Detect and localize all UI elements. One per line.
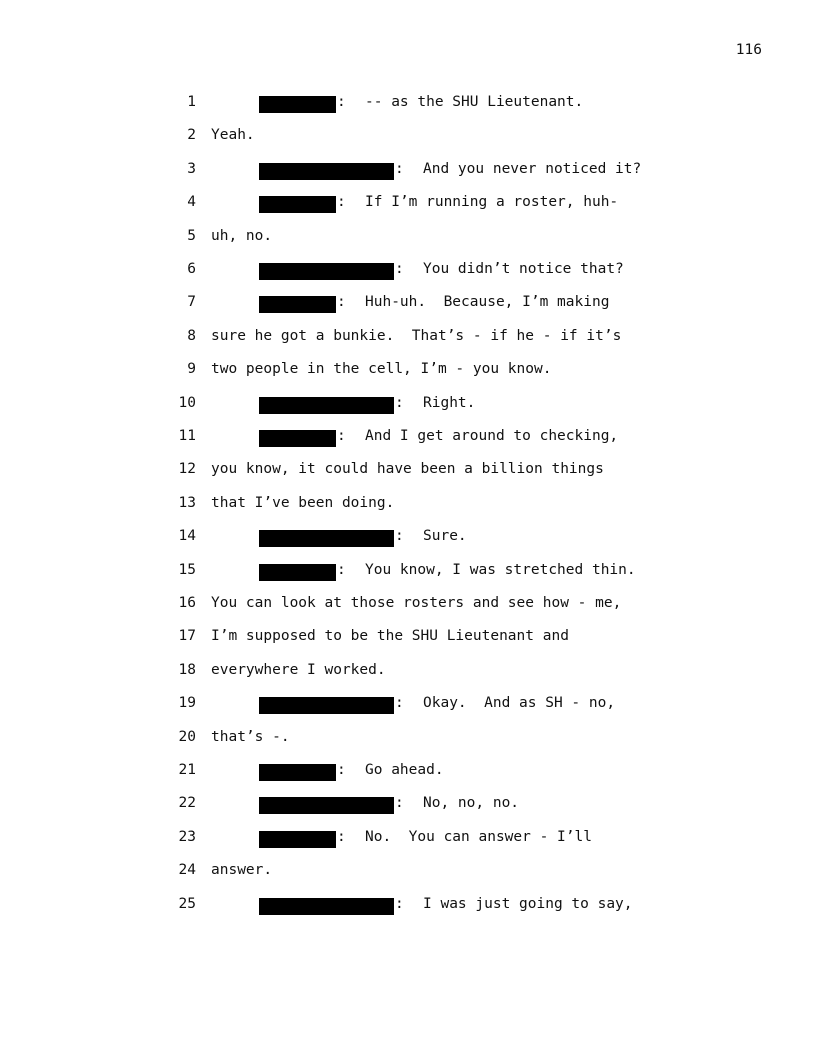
speaker-colon: : <box>395 528 404 545</box>
line-number: 18 <box>178 661 196 678</box>
speaker-colon: : <box>337 428 346 444</box>
line-number: 22 <box>178 795 196 812</box>
redacted-speaker-name <box>259 263 394 280</box>
speaker-colon: : <box>337 561 346 578</box>
transcript-line <box>0 127 816 147</box>
transcript-line <box>0 762 816 782</box>
speaker-colon: : <box>395 160 404 177</box>
speaker-colon: : <box>395 795 404 812</box>
redacted-speaker-name <box>259 530 394 547</box>
transcript-line <box>0 294 816 314</box>
transcript-line <box>0 461 816 481</box>
redacted-speaker-name <box>259 96 336 113</box>
transcript-line <box>0 562 816 582</box>
speaker-colon: : <box>395 394 404 411</box>
continuation-text: answer. <box>211 862 273 879</box>
redacted-speaker-name <box>259 764 336 781</box>
page-number: 116 <box>735 42 762 58</box>
speech-text: Huh-uh. Because, I’m making <box>365 294 610 311</box>
continuation-text: that I’ve been doing. <box>211 494 395 511</box>
speech-text: And you never noticed it? <box>423 160 642 177</box>
line-number: 1 <box>187 94 196 110</box>
transcript-line <box>0 428 816 448</box>
speech-text: And I get around to checking, <box>365 428 619 444</box>
speech-text: -- as the SHU Lieutenant. <box>365 94 584 110</box>
redacted-speaker-name <box>259 797 394 814</box>
transcript-line <box>0 261 816 281</box>
line-number: 7 <box>187 294 196 311</box>
redacted-speaker-name <box>259 296 336 313</box>
speaker-colon: : <box>337 294 346 311</box>
speaker-colon: : <box>395 261 404 277</box>
speech-text: Okay. And as SH - no, <box>423 695 616 712</box>
speech-text: You didn’t notice that? <box>423 261 624 277</box>
continuation-text: sure he got a bunkie. That’s - if he - if it’s <box>211 327 622 344</box>
continuation-text: You can look at those rosters and see how - me, <box>211 595 622 611</box>
line-number: 11 <box>178 428 196 444</box>
continuation-text: uh, no. <box>211 227 273 244</box>
speaker-colon: : <box>337 94 346 110</box>
transcript-line <box>0 495 816 515</box>
redacted-speaker-name <box>259 397 394 414</box>
line-number: 14 <box>178 528 196 545</box>
transcript-line <box>0 628 816 648</box>
line-number: 13 <box>178 494 196 511</box>
redacted-speaker-name <box>259 430 336 447</box>
continuation-text: I’m supposed to be the SHU Lieutenant and <box>211 628 569 645</box>
transcript-line <box>0 729 816 749</box>
redacted-speaker-name <box>259 564 336 581</box>
speech-text: Right. <box>423 394 476 411</box>
line-number: 8 <box>187 327 196 344</box>
transcript-line <box>0 94 816 114</box>
transcript-line <box>0 395 816 415</box>
speaker-colon: : <box>337 828 346 845</box>
continuation-text: two people in the cell, I’m - you know. <box>211 361 552 378</box>
transcript-line <box>0 361 816 381</box>
line-number: 17 <box>178 628 196 645</box>
line-number: 5 <box>187 227 196 244</box>
line-number: 19 <box>178 695 196 712</box>
speech-text: If I’m running a roster, huh- <box>365 194 619 211</box>
line-number: 21 <box>178 762 196 778</box>
speaker-colon: : <box>395 695 404 712</box>
line-number: 9 <box>187 361 196 378</box>
redacted-speaker-name <box>259 831 336 848</box>
continuation-text: everywhere I worked. <box>211 661 386 678</box>
transcript-line <box>0 194 816 214</box>
transcript-line <box>0 795 816 815</box>
speech-text: Sure. <box>423 528 467 545</box>
line-number: 2 <box>187 127 196 144</box>
transcript-line <box>0 829 816 849</box>
line-number: 15 <box>178 561 196 578</box>
line-number: 20 <box>178 728 196 745</box>
line-number: 3 <box>187 160 196 177</box>
transcript-line <box>0 161 816 181</box>
transcript-line <box>0 896 816 916</box>
line-number: 4 <box>187 194 196 211</box>
speaker-colon: : <box>395 895 404 912</box>
line-number: 23 <box>178 828 196 845</box>
continuation-text: Yeah. <box>211 127 255 144</box>
transcript-line <box>0 695 816 715</box>
transcript-line <box>0 662 816 682</box>
line-number: 12 <box>178 461 196 478</box>
speech-text: No. You can answer - I’ll <box>365 828 592 845</box>
line-number: 16 <box>178 595 196 611</box>
transcript-line <box>0 595 816 615</box>
redacted-speaker-name <box>259 898 394 915</box>
speech-text: I was just going to say, <box>423 895 633 912</box>
transcript-line <box>0 328 816 348</box>
continuation-text: that’s -. <box>211 728 290 745</box>
redacted-speaker-name <box>259 697 394 714</box>
speech-text: You know, I was stretched thin. <box>365 561 636 578</box>
speech-text: Go ahead. <box>365 762 444 778</box>
speech-text: No, no, no. <box>423 795 520 812</box>
line-number: 25 <box>178 895 196 912</box>
line-number: 6 <box>187 261 196 277</box>
speaker-colon: : <box>337 194 346 211</box>
transcript-line <box>0 228 816 248</box>
redacted-speaker-name <box>259 163 394 180</box>
transcript-line <box>0 862 816 882</box>
speaker-colon: : <box>337 762 346 778</box>
line-number: 24 <box>178 862 196 879</box>
transcript-line <box>0 528 816 548</box>
redacted-speaker-name <box>259 196 336 213</box>
line-number: 10 <box>178 394 196 411</box>
continuation-text: you know, it could have been a billion things <box>211 461 604 478</box>
